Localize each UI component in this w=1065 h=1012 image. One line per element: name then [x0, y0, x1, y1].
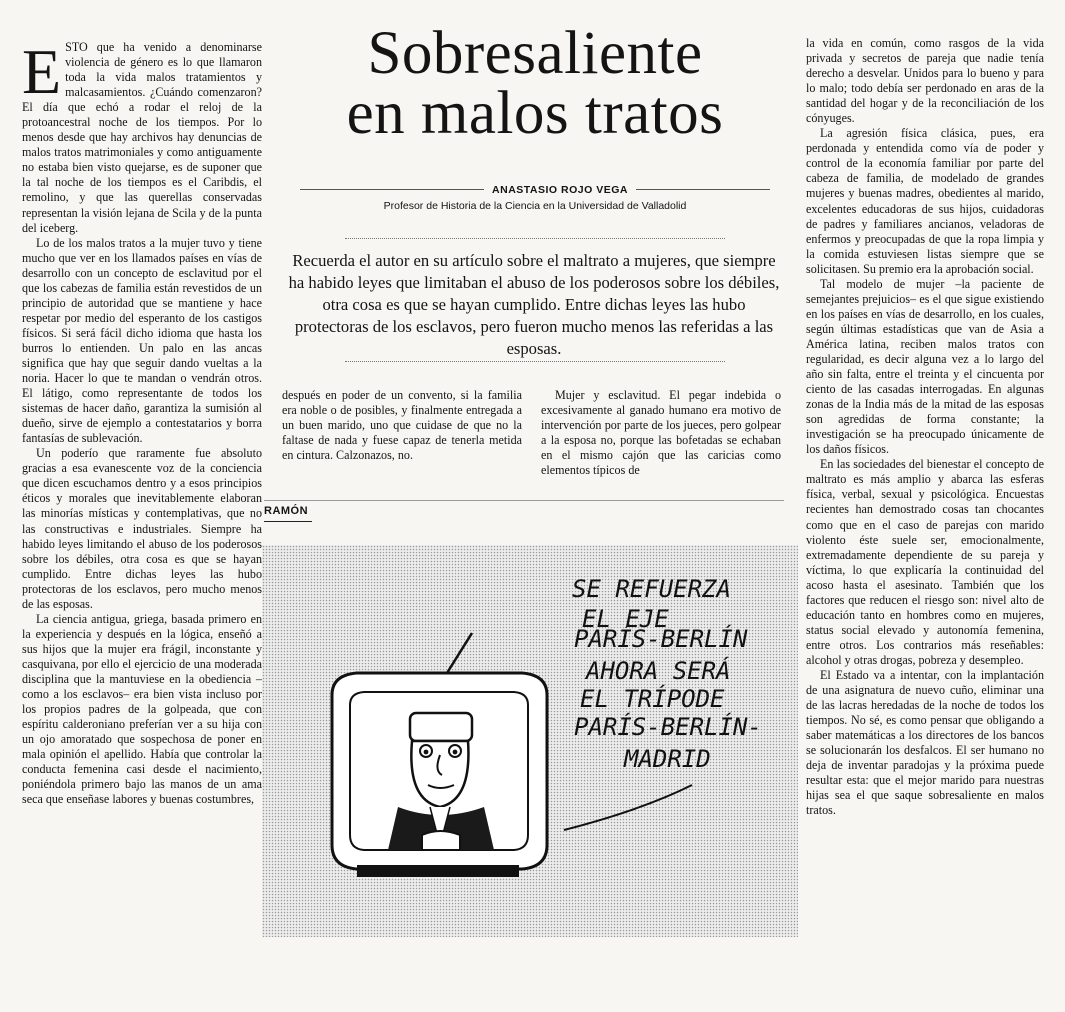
lead-divider-top: [345, 238, 725, 239]
article-column-right: [806, 36, 1044, 818]
article-column-mid-2: [541, 388, 781, 478]
article-paragraph: La agresión física clásica, pues, era perdonada y entendida como vía de poder y control de la economía familiar por parte del cabeza de familia, de modelado de grandes mujeres y buenas madres, obedientes al marido, excelentes educadoras de sus hijos, cuidadoras de padres y familiares ancianos, veladoras de enfermos y preocupadas de que la ropa limpia y la comida estuviesen listas siempre que se solicitasen. Su premio era la aprobación social.: [806, 126, 1044, 276]
caption-line: SE REFUERZA: [572, 575, 731, 603]
cartoon-illustration: [262, 545, 798, 937]
cartoon-credit-underline: [264, 521, 312, 522]
article-column-mid-1: [282, 388, 522, 463]
lead-paragraph: Recuerda el autor en su artículo sobre el maltrato a mujeres, que siempre ha habido leyes que limitaban el abuso de los poderosos sobre los débiles, otra cosa es que se hayan cumplido. Entre dichas leyes las hubo protectoras de los esclavos, pero fueron mucho menos las referidas a las esposas.: [288, 251, 780, 358]
byline-author: ANASTASIO ROJO VEGA: [360, 184, 760, 196]
headline: [300, 20, 770, 147]
caption-line: MADRID: [624, 745, 711, 773]
caption-line: PARÍS-BERLÍN: [574, 625, 748, 653]
article-paragraph: la vida en común, como rasgos de la vida privada y secretos de pareja que nadie tenía derecho a desvelar. Unidos para lo bueno y para lo malo; todo debía ser perdonado en aras de la santidad del hogar y de la reconciliación de los cónyuges.: [806, 36, 1044, 126]
article-paragraph: El Estado va a intentar, con la implantación de una asignatura de nuevo cuño, eliminar una de las lacras heredadas de la noche de todos los tiempos. No sé, es como pensar que obligando a saber matemáticas a los directores de los bancos se solucionarán los desfalcos. El ser humano no deja de inventar paradojas y la próxima puede resultar esta: que el mejor marido para nuestras hijas sea el que saque sobresaliente en malos tratos.: [806, 667, 1044, 818]
article-paragraph: Tal modelo de mujer –la paciente de semejantes prejuicios– es el que sigue existiendo en los países en vías de desarrollo, en los cuales, según últimas estadísticas que van de Asia a América latina, reciben malos tratos con regularidad, es decir alguna vez a lo largo del año sin falta, entre el treinta y el cincuenta por ciento de las casadas interrogadas. En algunas zonas de la India más de la mitad de las esposas son agredidas de forma constante; la investigación se ha preocupado únicamente de los daños físicos.: [806, 276, 1044, 457]
article-paragraph: Un poderío que raramente fue absoluto gracias a esa evanescente voz de la conciencia que dicen escuchamos dentro y a esos principios éticos y morales que inevitablemente elaboran las minorías místicas y contemplativas, que no las constructivas e industriales. Siempre ha habido leyes limitando el abuso de los poderosos sobre los débiles, otra cosa es que se hayan cumplido. Entre dichas leyes las hubo protectoras de los esclavos, pero mucho menos de las esposas.: [22, 446, 262, 611]
byline-role: Profesor de Historia de la Ciencia en la Universidad de Valladolid: [383, 200, 687, 212]
cartoon-top-rule: [264, 500, 784, 501]
article-paragraph: después en poder de un convento, si la familia era noble o de posibles, y finalmente entregada a un buen marido, uno que cuidase de que no la faltase de nada y fuese capaz de tenerla metida en cintura. Calzonazos, no.: [282, 388, 522, 463]
lead-divider-bottom: [345, 361, 725, 362]
headline-line-2: en malos tratos: [346, 80, 724, 147]
article-column-left: [22, 36, 262, 807]
article-paragraph: La ciencia antigua, griega, basada primero en la experiencia y después en la lógica, enseñó a sus hijos que la mujer era frágil, inconstante y casquivana, por ello el ejercicio de una moderada disciplina que la mantuviese en la obediencia –como a los esclavos– era bien vista incluso por los propios padres de la golpeada, que con espíritu calderoniano preferían ver a su hija con un ojo amoratado que sospechosa de poner en mala opinión el apellido. Había que controlar la conducta femenina casi desde el nacimiento, poniéndola primero bajo las manos de un ama seca que enseñase labores y buenas costumbres,: [22, 611, 262, 807]
caption-line: EL TRÍPODE: [580, 685, 725, 713]
drop-cap: E: [22, 36, 62, 107]
article-paragraph: Lo de los malos tratos a la mujer tuvo y tiene mucho que ver en los llamados países en vías de desarrollo con un concepto de esclavitud por el que los cabezas de familia están revestidos de un principio de autoridad que se mantiene y hace respetar por medio del esperanto de los castigos físicos. Si será fácil dicho idioma que hasta los burros lo entienden. Un palo en las ancas significa que hay que seguir dando vueltas a la noria. Hacer lo que te mandan o vendrán otros. El látigo, como representante de todos los sistemas de hacer daño, garantiza la sumisión al dueño, sirve de ejemplo a contestatarios y borra fantasías de sublevación.: [22, 235, 262, 446]
caption-line: AHORA SERÁ: [586, 657, 731, 685]
caption-line: EL EJE: [582, 605, 669, 633]
article-paragraph: Mujer y esclavitud. El pegar indebida o excesivamente al ganado humano era motivo de intervención por parte de los jueces, pero golpear a la esposa no, porque las bofetadas se echaban en el mismo cajón que las caricias como elementos típicos de: [541, 388, 781, 478]
headline-line-1: Sobresaliente: [367, 20, 703, 87]
article-paragraph: ESTO que ha venido a denominarse violencia de género es lo que llamaron toda la vida malos tratamientos y malcasamientos. ¿Cuándo comenzaron? El día que echó a rodar el reloj de la protoancestral noche de los tiempos. Por lo menos desde que hay archivos hay denuncias de malos tratos matrimoniales y como antiguamente no estaba bien visto quejarse, es de suponer que la tal noche de los tiempos es el Caribdis, el remolino, y que las querellas conservadas representan la visión lejana de Scila y de la punta del iceberg.: [22, 36, 262, 235]
cartoon-credit: RAMÓN: [264, 505, 309, 517]
article-paragraph: En las sociedades del bienestar el concepto de maltrato es más amplio y abarca las esferas física, verbal, sexual y psicológica. Encuestas recientes han demostrado cosas tan chocantes como que en el caso de parejas con marido violento éste suele ser, emocionalmente, extremadamente dependiente de su pareja y víctima, lo que explicaría la continuidad del acoso hasta el asesinato. También que los factores que reducen el riesgo son: nivel alto de educación tanto en hombres como en mujeres, status social elevado y autonomía femenina, entre otros. Los contrarios más reseñables: alcohol y otras drogas, pobreza y desempleo.: [806, 457, 1044, 667]
caption-line: PARÍS-BERLÍN-: [574, 713, 762, 741]
